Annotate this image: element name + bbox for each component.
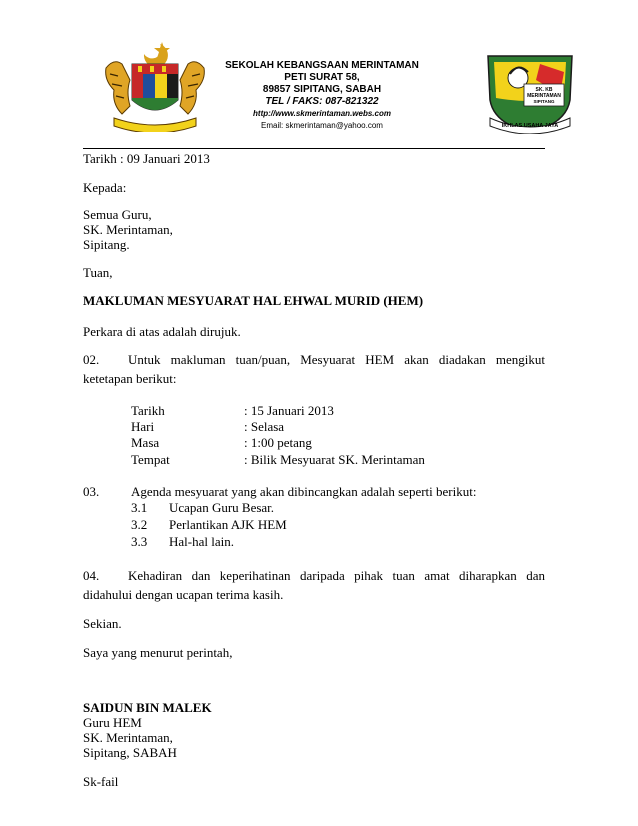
closing-line: Saya yang menurut perintah, xyxy=(83,645,233,660)
recipient-line: SK. Merintaman, xyxy=(83,222,173,237)
agenda-text: Ucapan Guru Besar. xyxy=(169,500,275,515)
school-name: SEKOLAH KEBANGSAAN MERINTAMAN xyxy=(225,60,419,71)
school-logo-line2: MERINTAMAN xyxy=(527,93,561,99)
header-divider xyxy=(83,148,545,149)
detail-row xyxy=(131,403,334,419)
agenda-item xyxy=(131,534,234,550)
detail-row xyxy=(131,435,312,451)
paragraph-text: Kehadiran dan keperihatinan daripada pihak tuan amat diharapkan dan didahului dengan ucapan terima kasih. xyxy=(83,568,545,602)
agenda-text: Perlantikan AJK HEM xyxy=(169,517,287,532)
signer-location: Sipitang, SABAH xyxy=(83,745,177,760)
signer-name: SAIDUN BIN MALEK xyxy=(83,700,212,715)
detail-value: : 15 Januari 2013 xyxy=(244,403,334,418)
signer-title: Guru HEM xyxy=(83,715,142,730)
agenda-number: 3.3 xyxy=(131,534,148,549)
closing-sekian: Sekian. xyxy=(83,616,122,631)
file-reference: Sk-fail xyxy=(83,774,119,789)
detail-key: Tarikh xyxy=(131,403,165,418)
detail-row xyxy=(131,419,284,435)
detail-key: Hari xyxy=(131,419,155,434)
to-label: Kepada: xyxy=(83,180,127,195)
school-website: http://www.skmerintaman.webs.com xyxy=(253,109,391,118)
paragraph-number: 04. xyxy=(83,568,100,583)
school-logo xyxy=(484,50,576,134)
detail-value: : Bilik Mesyuarat SK. Merintaman xyxy=(244,452,425,467)
school-email: Email: skmerintaman@yahoo.com xyxy=(261,121,383,130)
letterhead xyxy=(200,60,444,131)
school-logo-motto: IKHLAS USAHA JAYA xyxy=(501,123,559,129)
detail-value: : Selasa xyxy=(244,419,285,434)
signer-school: SK. Merintaman, xyxy=(83,730,173,745)
agenda-number: 3.1 xyxy=(131,500,148,515)
paragraph-text: Agenda mesyuarat yang akan dibincangkan adalah seperti berikut: xyxy=(131,484,477,499)
coat-of-arms-icon xyxy=(100,40,210,132)
recipient-line: Sipitang. xyxy=(83,237,130,252)
agenda-text: Hal-hal lain. xyxy=(169,534,234,549)
recipient-line: Semua Guru, xyxy=(83,207,152,222)
paragraph-number: 02. xyxy=(83,352,100,367)
paragraph-03 xyxy=(83,484,476,500)
school-city: 89857 SIPITANG, SABAH xyxy=(262,84,382,95)
letter-subject: MAKLUMAN MESYUARAT HAL EHWAL MURID (HEM) xyxy=(83,293,424,308)
paragraph-04 xyxy=(83,566,545,604)
detail-key: Masa xyxy=(131,435,160,450)
reference-line: Perkara di atas adalah dirujuk. xyxy=(83,324,241,339)
paragraph-text: Untuk makluman tuan/puan, Mesyuarat HEM akan diadakan mengikut ketetapan berikut: xyxy=(83,352,545,386)
paragraph-02 xyxy=(83,350,545,388)
detail-key: Tempat xyxy=(131,452,170,467)
letter-date: Tarikh : 09 Januari 2013 xyxy=(83,151,210,166)
paragraph-number: 03. xyxy=(83,484,100,499)
school-logo-line3: SIPITANG xyxy=(533,99,555,104)
agenda-item xyxy=(131,517,287,533)
po-box: PETI SURAT 58, xyxy=(284,72,360,83)
detail-row xyxy=(131,452,425,468)
salutation: Tuan, xyxy=(83,265,113,280)
agenda-item xyxy=(131,500,274,516)
school-logo-line1: SK. KB xyxy=(535,87,553,93)
school-phone: TEL / FAKS: 087-821322 xyxy=(265,96,379,107)
detail-value: : 1:00 petang xyxy=(244,435,312,450)
agenda-number: 3.2 xyxy=(131,517,148,532)
